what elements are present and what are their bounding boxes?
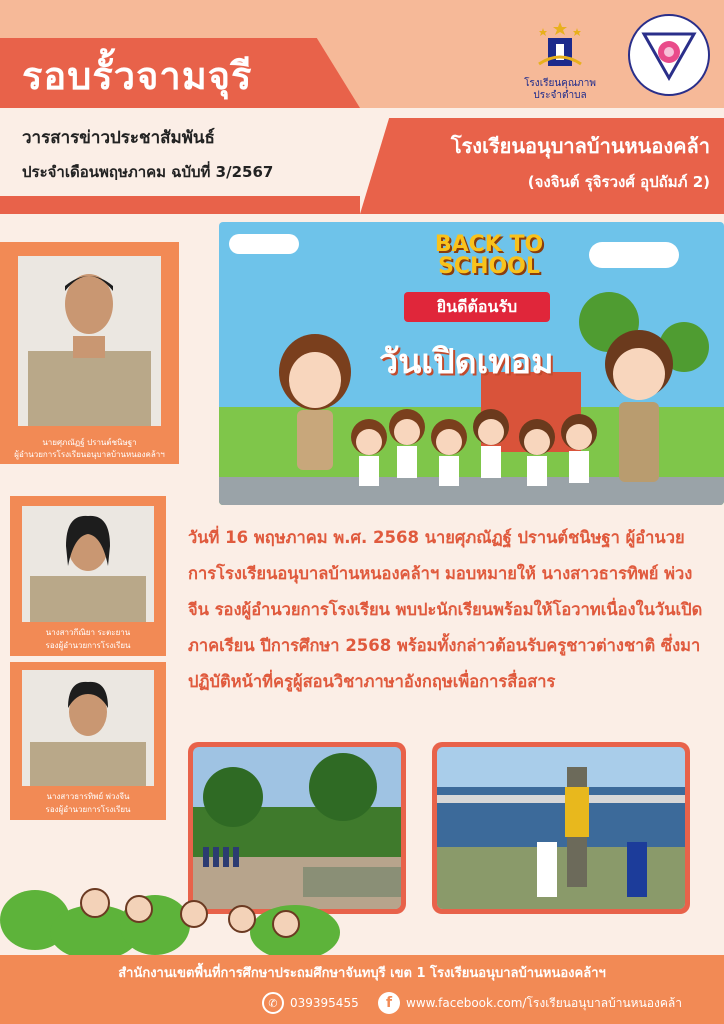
- quality-caption-2: ประจำตำบล: [533, 90, 587, 101]
- quality-school-logo: [518, 10, 602, 104]
- teachers-photo-image: [437, 747, 685, 909]
- staff-card-deputy-1: [10, 496, 166, 656]
- school-subtitle: (จงจินต์ รุจิรวงศ์ อุปถัมภ์ 2): [527, 173, 710, 191]
- deputy-1-photo: [22, 506, 154, 622]
- phone-icon: ✆: [262, 992, 284, 1014]
- director-position: ผู้อำนวยการโรงเรียนอนุบาลบ้านหนองคล้าฯ: [14, 450, 165, 459]
- lotus-seal-icon: [630, 16, 708, 94]
- director-photo: [18, 256, 161, 426]
- back-to-school-text: BACK TO SCHOOL: [434, 232, 544, 279]
- deputy-1-name: นางสาวกีณิยา ระตะยาน: [45, 628, 131, 637]
- cartoon-kid: [80, 888, 110, 918]
- facebook-icon: f: [378, 992, 400, 1014]
- news-story: วันที่ 16 พฤษภาคม พ.ศ. 2568 นายศุภณัฏฐ์ ปรานต์ชนิษฐา ผู้อำนวยการโรงเรียนอนุบาลบ้านหนองคล้าฯ มอบหมายให้ นางสาวธารทิพย์ พ่วงจีน รองผู้อำนวยการโรงเรียน พบปะนักเรียนพร้อมให้โอวาทเนื่องในวันเปิดภาคเรียน ปีการศึกษา 2568 พร้อมทั้งกล่าวต้อนรับครูชาวต่างชาติ ซึ่งมาปฏิบัติหน้าที่ครูผู้สอนวิชาภาษาอังกฤษเพื่อการสื่อสาร: [188, 528, 703, 691]
- header-divider: [0, 196, 360, 214]
- newsletter-title: รอบรั้วจามจุรี: [22, 54, 253, 98]
- teachers-photo: [432, 742, 690, 914]
- back-to-school-illustration: [219, 222, 724, 505]
- quality-caption-1: โรงเรียนคุณภาพ: [524, 78, 596, 89]
- welcome-ribbon: ยินดีต้อนรับ: [404, 292, 550, 322]
- cartoon-characters: [219, 222, 724, 505]
- staff-card-director: [0, 242, 179, 464]
- cartoon-kid: [272, 910, 300, 938]
- cartoon-kid: [125, 895, 153, 923]
- deputy-2-name: นางสาวธารทิพย์ พ่วงจีน: [46, 792, 130, 801]
- deputy-2-photo: [22, 670, 154, 786]
- deputy-2-position: รองผู้อำนวยการโรงเรียน: [45, 805, 131, 814]
- staff-card-deputy-2: [10, 662, 166, 820]
- cartoon-kid: [180, 900, 208, 928]
- quality-school-emblem-icon: [533, 20, 587, 70]
- footer-organization: สำนักงานเขตพื้นที่การศึกษาประถมศึกษาจันทบุรี เขต 1 โรงเรียนอนุบาลบ้านหนองคล้าฯ: [118, 966, 606, 981]
- assembly-photo-image: [193, 747, 401, 909]
- school-seal-logo: [628, 14, 710, 96]
- footer-phone[interactable]: [262, 992, 359, 1014]
- issue-label: ประจำเดือนพฤษภาคม ฉบับที่ 3/2567: [22, 163, 274, 181]
- school-name: โรงเรียนอนุบาลบ้านหนองคล้า: [450, 134, 710, 158]
- phone-number: 039395455: [290, 996, 359, 1010]
- director-name: นายศุภณัฏฐ์ ปรานต์ชนิษฐา: [42, 438, 137, 447]
- footer-facebook[interactable]: [378, 992, 682, 1014]
- opening-day-title: วันเปิดเทอม: [379, 342, 554, 382]
- newsletter-label: วารสารข่าวประชาสัมพันธ์: [22, 128, 215, 148]
- facebook-url: www.facebook.com/โรงเรียนอนุบาลบ้านหนองคล้า: [406, 995, 682, 1010]
- cartoon-kid: [228, 905, 256, 933]
- deputy-1-position: รองผู้อำนวยการโรงเรียน: [45, 641, 131, 650]
- assembly-photo: [188, 742, 406, 914]
